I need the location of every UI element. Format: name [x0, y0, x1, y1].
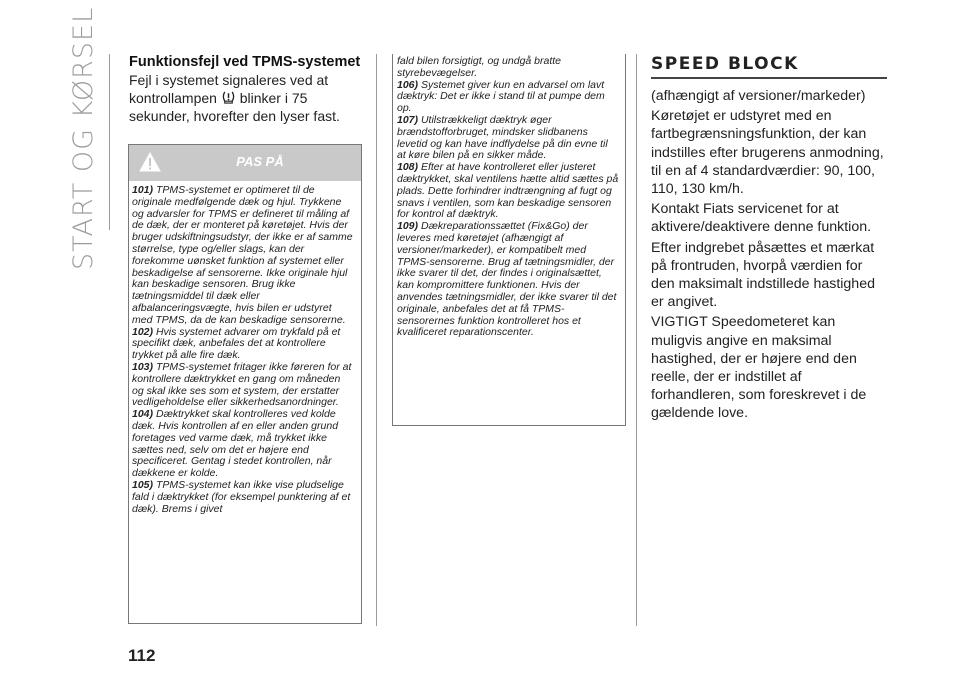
side-divider: [109, 54, 110, 230]
tpms-warning-lamp-icon: [221, 90, 236, 104]
speed-block-paragraph: Kontakt Fiats servicenet for at aktivere/deaktivere denne funktion.: [651, 201, 872, 236]
speed-block-paragraph: Køretøjet er udstyret med en fartbegrænsningsfunktion, der kan indstilles efter brugerens anmodning, til en af 4 standardværdier: 90, 100, 110, 130 km/h.: [651, 108, 884, 198]
warning-note: 109) Dækreparationssættet (Fix&Go) der leveres med køretøjet (afhængigt af versioner/markeder), er kompatibelt med TPMS-sensorerne. Brug af tætningsmidler, der ikke svarer til det, der findes i originalsættet, kan kompromittere funktionen. Hvis der anvendes tætningsmidler, der ikke svarer til det originale, anbefales det at få TPMS-sensorernes funktion kontrolleret hos et kvalificeret reparationscenter.: [397, 220, 617, 339]
warning-note: 106) Systemet giver kun en advarsel om lavt dæktryk: Det er ikke i stand til at pumpe dem op.: [397, 78, 605, 115]
column-divider-1: [376, 54, 377, 626]
warning-header: [129, 145, 361, 181]
speed-block-paragraph: (afhængigt af versioner/markeder): [651, 88, 866, 104]
warning-note: 102) Hvis systemet advarer om trykfald på et specifikt dæk, anbefales det at kontrollere trykket på alle fire dæk.: [132, 325, 341, 362]
tpms-fault-text: [129, 71, 361, 125]
speed-block-text: [651, 87, 887, 423]
speed-block-paragraph: VIGTIGT Speedometeret kan muligvis angive en maksimal hastighed, der er højere end den reelle, der er indstillet af forhandleren, som foreskrevet i de gældende love.: [651, 314, 867, 422]
tpms-fault-text-start: Fejl i systemet signaleres ved at kontrollampen: [129, 72, 329, 106]
warning-box: [128, 144, 362, 624]
tpms-fault-section: [129, 54, 361, 125]
warning-notes-continued: [393, 54, 625, 339]
column-divider-2: [636, 54, 637, 626]
warning-note: 107) Utilstrækkeligt dæktryk øger brændstofforbruget, mindsker slidbanens levetid og kan have indflydelse på din evne til at køre bilen på en sikker måde.: [397, 113, 608, 162]
tpms-fault-heading: Funktionsfejl ved TPMS-systemet: [129, 54, 361, 70]
warning-title: PAS PÅ: [236, 154, 284, 169]
warning-notes: [129, 181, 361, 515]
warning-note: 101) TPMS-systemet er optimeret til de originale medfølgende dæk og hjul. Trykkene og advarsler for TPMS er defineret til måling af de dæk, der er monteret på køretøjet. Hvis der bruger udskiftningsudstyr, der ikke er af samme størrelse, type og/eller slags, kan der forekomme uønsket funktion af systemet eller beskadigelse af sensorerne. Ikke originale hjul kan beskadige sensoren. Brug ikke tætningsmiddel til dæk eller afbalanceringsvægte, hvis bilen er udstyret med TPMS, da de kan beskadige sensorerne.: [132, 184, 353, 326]
section-tab: [62, 6, 102, 270]
speed-block-paragraph: Efter indgrebet påsættes et mærkat på frontruden, hvorpå værdien for den maksimalt indstillede hastighed er angivet.: [651, 239, 875, 311]
warning-note: 103) TPMS-systemet fritager ikke føreren for at kontrollere dæktrykket en gang om måneden og skal ikke ses som et system, der erstatter vedligeholdelse eller sikkerhedsanordninger.: [132, 360, 352, 409]
tpms-fault-text-end: blinker i 75 sekunder, hvorefter den lyser fast.: [129, 90, 340, 124]
warning-box-continued: [392, 54, 626, 426]
page-number: 112: [128, 646, 156, 665]
warning-note: 108) Efter at have kontrolleret eller justeret dæktrykket, skal ventilens hætte altid sættes på plads. Dette forhindrer indtrængning af fugt og snavs i ventilen, som kan beskadige sensoren for kontrol af dæktryk.: [397, 161, 619, 221]
speed-block-title: SPEED BLOCK: [651, 54, 887, 79]
warning-note-continuation: fald bilen forsigtigt, og undgå bratte styrebevægelser.: [397, 55, 562, 79]
section-tab-label: START OG KØRSEL: [68, 6, 99, 270]
warning-note: 105) TPMS-systemet kan ikke vise pludselige fald i dæktrykket (for eksempel punktering af et dæk). Brems i givet: [132, 478, 351, 515]
speed-block-section: [651, 54, 887, 425]
warning-note: 104) Dæktrykket skal kontrolleres ved kolde dæk. Hvis kontrollen af en eller anden grund foretages ved varme dæk, må trykket ikke sættes ned, selv om det er højere end specificeret. Gentag i stedet kontrollen, når dækkene er kolde.: [132, 408, 339, 480]
